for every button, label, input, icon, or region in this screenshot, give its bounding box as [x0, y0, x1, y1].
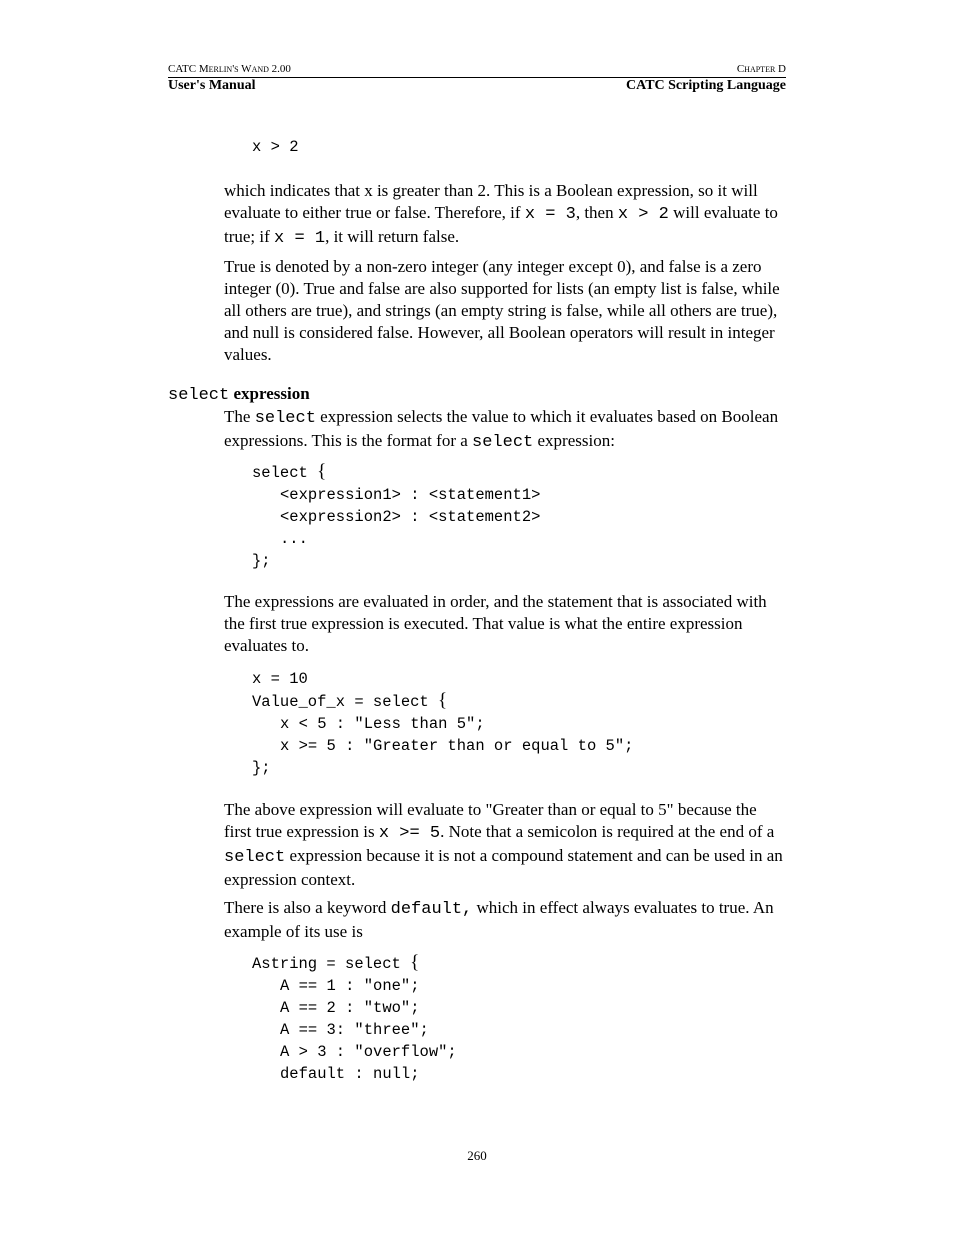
code-line: Value_of_x = select [252, 693, 439, 711]
page-number: 260 [467, 1148, 487, 1163]
inline-code: x >= 5 [378, 824, 441, 843]
header-chapter: Chapter D [736, 63, 786, 75]
code-line: default : null; [280, 1065, 420, 1083]
code-line: ... [280, 530, 308, 548]
code-line: Astring = select [252, 955, 411, 973]
paragraph-example-explanation [224, 799, 786, 891]
paragraph-evaluation-order: The expressions are evaluated in order, and the statement that is associated with the first true expression is executed. That value is what the entire expression evaluates to. [224, 592, 767, 655]
paragraph-true-false: True is denoted by a non-zero integer (any integer except 0), and false is a zero integer (0). True and false are also supported for lists (an empty list is false, while all others are true), and strings (an empty string is false, while all others are true), and null is considered false. However, all Boolean operators will result in integer values. [224, 257, 780, 364]
text: which indicates that x is greater than 2. This is a Boolean expression, so it will evaluate to either true or false. Therefore, if [224, 181, 758, 222]
subheading-select-expression [168, 383, 310, 407]
text: . Note that a semicolon is required at the end of a [440, 822, 775, 841]
code-default-example: Astring = select { A == 1 : "one"; A == 2 : "two"; A == 3: "three"; A > 3 : "overflow"; default : null; [252, 952, 457, 1083]
text: , then [575, 203, 618, 222]
text: The [224, 407, 255, 426]
inline-code: select [224, 848, 286, 867]
inline-code: x = 3 [524, 205, 576, 224]
code-line: A > 3 : "overflow"; [280, 1043, 457, 1061]
paragraph-select-description [224, 406, 786, 454]
text: , it will return false. [325, 227, 460, 246]
subheading-label: expression [233, 384, 310, 403]
text: The above expression will evaluate to "Greater than or equal to 5" because the first true expression is [224, 800, 757, 841]
code-line: x < 5 : "Less than 5"; [280, 715, 485, 733]
code-example-comparison: x > 2 [252, 138, 299, 156]
code-line: A == 1 : "one"; [280, 977, 420, 995]
code-line: }; [252, 552, 271, 570]
subheading-keyword: select [168, 386, 230, 405]
header-product: CATC Merlin's Wand 2.00 [168, 63, 291, 75]
code-line: x >= 5 : "Greater than or equal to 5"; [280, 737, 634, 755]
code-select-example: x = 10 Value_of_x = select { x < 5 : "Less than 5"; x >= 5 : "Greater than or equal to 5"; }; [252, 670, 634, 777]
paragraph-default-keyword [224, 897, 786, 943]
inline-code: select [472, 433, 534, 452]
text: There is also a keyword [224, 898, 391, 917]
text: expression because it is not a compound statement and can be used in an expression context. [224, 846, 783, 889]
paragraph-boolean-intro [224, 180, 786, 250]
text: expression selects the value to which it evaluates based on Boolean expressions. This is the format for a [224, 407, 779, 450]
header-section: CATC Scripting Language [626, 78, 786, 93]
code-line: <expression1> : <statement1> [280, 486, 541, 504]
running-header-top [168, 63, 786, 75]
code-line: select [252, 464, 318, 482]
header-manual: User's Manual [168, 78, 256, 93]
text: expression: [533, 431, 615, 450]
inline-code: select [254, 409, 316, 428]
text: will evaluate to true; if [224, 203, 778, 246]
inline-code: default, [390, 900, 473, 919]
code-line: }; [252, 759, 271, 777]
inline-code: x = 1 [274, 229, 326, 248]
code-line: A == 3: "three"; [280, 1021, 429, 1039]
code-line: A == 2 : "two"; [280, 999, 420, 1017]
code-line: x = 10 [252, 670, 308, 688]
code-select-format: select { <expression1> : <statement1> <expression2> : <statement2> ... }; [252, 461, 541, 570]
running-header-bottom [168, 78, 786, 94]
inline-code: x > 2 [617, 205, 669, 224]
text: which in effect always evaluates to true. An example of its use is [224, 898, 774, 941]
code-line: <expression2> : <statement2> [280, 508, 541, 526]
